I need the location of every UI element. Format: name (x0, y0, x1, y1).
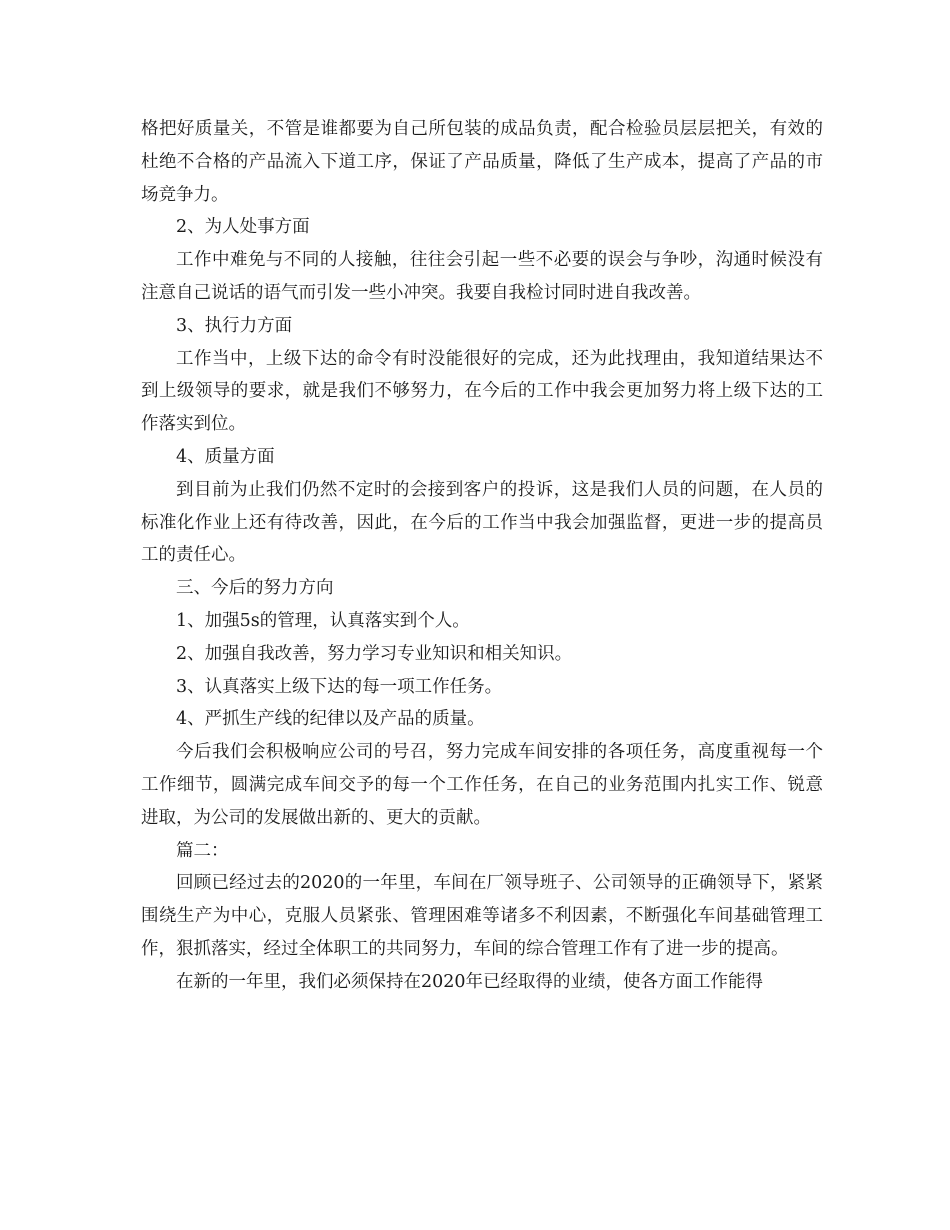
document-body (141, 113, 823, 999)
list-item-2: 2、加强自我改善，努力学习专业知识和相关知识。 (176, 643, 573, 664)
list-item-1: 1、加强5s的管理，认真落实到个人。 (176, 610, 470, 631)
paragraph-interpersonal: 工作中难免与不同的人接触，往往会引起一些不必要的误会与争吵，沟通时候没有注意自己说话的语气而引发一些小冲突。我要自我检讨同时进自我改善。 (141, 250, 823, 303)
paragraph-new-year: 在新的一年里，我们必须保持在2020年已经取得的业绩，使各方面工作能得 (176, 971, 764, 992)
heading-interpersonal: 2、为人处事方面 (176, 217, 310, 238)
paragraph-quality: 到目前为止我们仍然不定时的会接到客户的投诉，这是我们人员的问题，在人员的标准化作业上还有待改善，因此，在今后的工作当中我会加强监督，更进一步的提高员工的责任心。 (141, 479, 823, 566)
heading-future-direction: 三、今后的努力方向 (176, 578, 334, 599)
list-item-4: 4、严抓生产线的纪律以及产品的质量。 (176, 709, 485, 730)
paragraph-execution: 工作当中，上级下达的命令有时没能很好的完成，还为此找理由，我知道结果达不到上级领导的要求，就是我们不够努力，在今后的工作中我会更加努力将上级下达的工作落实到位。 (141, 348, 823, 435)
heading-quality: 4、质量方面 (176, 446, 275, 467)
heading-part-two: 篇二： (176, 840, 229, 861)
list-item-3: 3、认真落实上级下达的每一项工作任务。 (176, 676, 503, 697)
heading-execution: 3、执行力方面 (176, 315, 293, 336)
paragraph-closing: 今后我们会积极响应公司的号召，努力完成车间安排的各项任务，高度重视每一个工作细节，圆满完成车间交予的每一个工作任务，在自己的业务范围内扎实工作、锐意进取，为公司的发展做出新的、更大的贡献。 (141, 742, 823, 828)
paragraph-quality-control-continued: 格把好质量关，不管是谁都要为自己所包装的成品负责，配合检验员层层把关，有效的杜绝不合格的产品流入下道工序，保证了产品质量，降低了生产成本，提高了产品的市场竞争力。 (141, 119, 823, 205)
paragraph-review: 回顾已经过去的2020的一年里，车间在厂领导班子、公司领导的正确领导下，紧紧围绕生产为中心，克服人员紧张、管理困难等诸多不利因素，不断强化车间基础管理工作，狠抓落实，经过全体职工的共同努力，车间的综合管理工作有了进一步的提高。 (141, 873, 823, 959)
